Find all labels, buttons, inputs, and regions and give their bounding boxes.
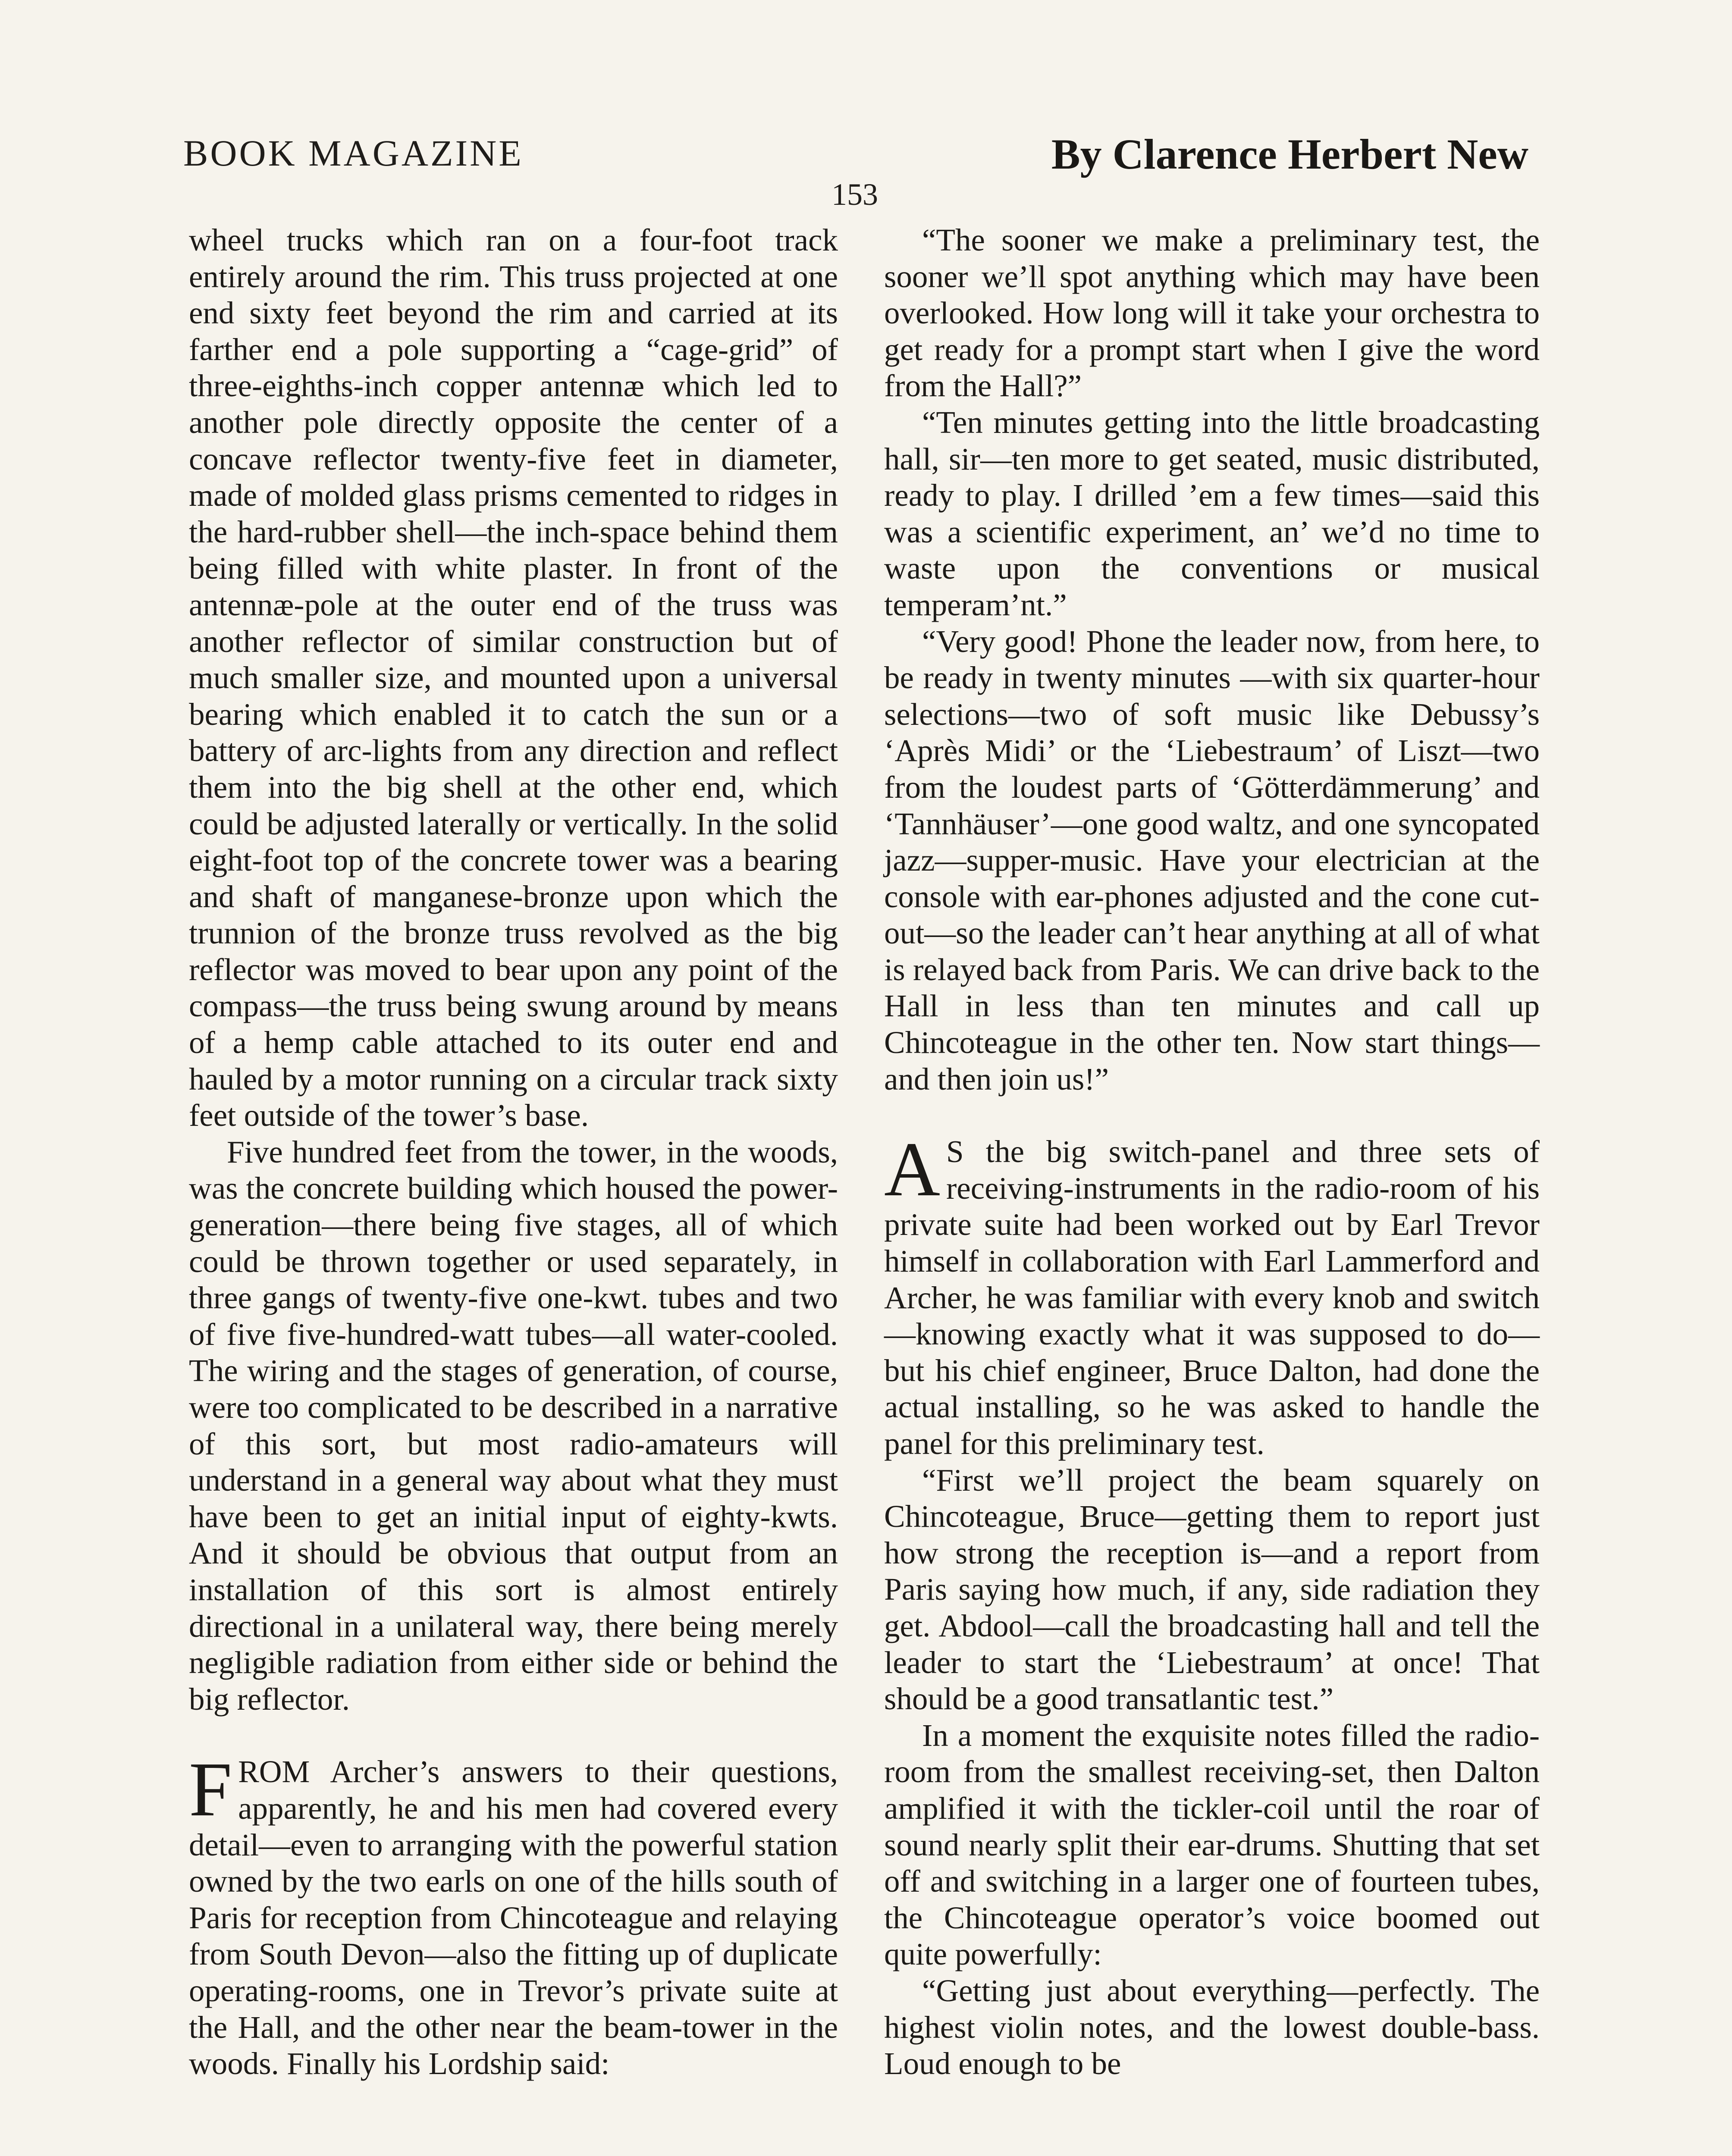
magazine-title: BOOK MAGAZINE <box>183 132 524 174</box>
paragraph: “Getting just about everything—perfectly. The highest violin notes, and the lowest double-bass. Loud enough to be <box>884 1973 1540 2081</box>
page-number: 153 <box>831 177 878 212</box>
paragraph-with-dropcap <box>189 1746 838 2082</box>
paragraph-with-dropcap <box>884 1126 1540 1462</box>
paragraph: Five hundred feet from the tower, in the woods, was the concrete building which housed the power-generation—there being five stages, all of which could be thrown together or used separately, in three gangs of twenty-five one-kwt. tubes and two of five five-hundred-watt tubes—all water-cooled. The wiring and the stages of generation, of course, were too complicated to be described in a narrative of this sort, but most radio-amateurs will understand in a general way about what they must have been to get an initial input of eighty-kwts. And it should be obvious that output from an installation of this sort is almost entirely directional in a unilateral way, there being merely negligible radiation from either side or behind the big reflector. <box>189 1134 838 1717</box>
paragraph: In a moment the exquisite notes filled the radio-room from the smallest receiving-set, then Dalton amplified it with the tickler-coil until the roar of sound nearly split their ear-drums. Shutting that set off and switching in a larger one of fourteen tubes, the Chincoteague operator’s voice boomed out quite powerfully: <box>884 1717 1540 1972</box>
paragraph-text: S the big switch-panel and three sets of receiving-instruments in the radio-room of his private suite had been worked out by Earl Trevor himself in collaboration with Earl Lammerford and Archer, he was familiar with every knob and switch—knowing exactly what it was supposed to do—but his chief engineer, Bruce Dalton, had done the actual installing, so he was asked to handle the panel for this preliminary test. <box>884 1134 1540 1461</box>
drop-cap: A <box>884 1126 940 1213</box>
left-column <box>189 222 838 2082</box>
paragraph: “Very good! Phone the leader now, from here, to be ready in twenty minutes —with six quarter-hour selections—two of soft music like Debussy’s ‘Après Midi’ or the ‘Liebestraum’ of Liszt—two from the loudest parts of ‘Götterdämmerung’ and ‘Tannhäuser’—one good waltz, and one syncopated jazz—supper-music. Have your electrician at the console with ear-phones adjusted and the cone cut-out—so the leader can’t hear anything at all of what is relayed back from Paris. We can drive back to the Hall in less than ten minutes and call up Chincoteague in the other ten. Now start things—and then join us!” <box>884 624 1540 1097</box>
paragraph: “First we’ll project the beam squarely on Chincoteague, Bruce—getting them to report just how strong the reception is—and a report from Paris saying how much, if any, side radiation they get. Abdool—call the broadcasting hall and tell the leader to start the ‘Liebestraum’ at once! That should be a good transatlantic test.” <box>884 1462 1540 1717</box>
right-column <box>884 222 1540 2082</box>
paragraph: “The sooner we make a preliminary test, the sooner we’ll spot anything which may have been overlooked. How long will it take your orchestra to get ready for a prompt start when I give the word from the Hall?” <box>884 222 1540 404</box>
paragraph-text: ROM Archer’s answers to their questions, apparently, he and his men had covered every detail—even to arranging with the powerful station owned by the two earls on one of the hills south of Paris for reception from Chincoteague and relaying from South Devon—also the fitting up of duplicate operating-rooms, one in Trevor’s private suite at the Hall, and the other near the beam-tower in the woods. Finally his Lordship said: <box>189 1754 838 2081</box>
paragraph: “Ten minutes getting into the little broadcasting hall, sir—ten more to get seated, music distributed, ready to play. I drilled ’em a few times—said this was a scientific experiment, an’ we’d no time to waste upon the conventions or musical temperam’nt.” <box>884 404 1540 622</box>
drop-cap: F <box>189 1746 232 1833</box>
author-byline: By Clarence Herbert New <box>1051 130 1528 178</box>
paragraph: wheel trucks which ran on a four-foot track entirely around the rim. This truss projected at one end sixty feet beyond the rim and carried at its farther end a pole supporting a “cage-grid” of three-eighths-inch copper antennæ which led to another pole directly opposite the center of a concave reflector twenty-five feet in diameter, made of molded glass prisms cemented to ridges in the hard-rubber shell—the inch-space behind them being filled with white plaster. In front of the antennæ-pole at the outer end of the truss was another reflector of similar construction but of much smaller size, and mounted upon a universal bearing which enabled it to catch the sun or a battery of arc-lights from any direction and reflect them into the big shell at the other end, which could be adjusted laterally or vertically. In the solid eight-foot top of the concrete tower was a bearing and shaft of manganese-bronze upon which the trunnion of the bronze truss revolved as the big reflector was moved to bear upon any point of the compass—the truss being swung around by means of a hemp cable attached to its outer end and hauled by a motor running on a circular track sixty feet outside of the tower’s base. <box>189 222 838 1133</box>
